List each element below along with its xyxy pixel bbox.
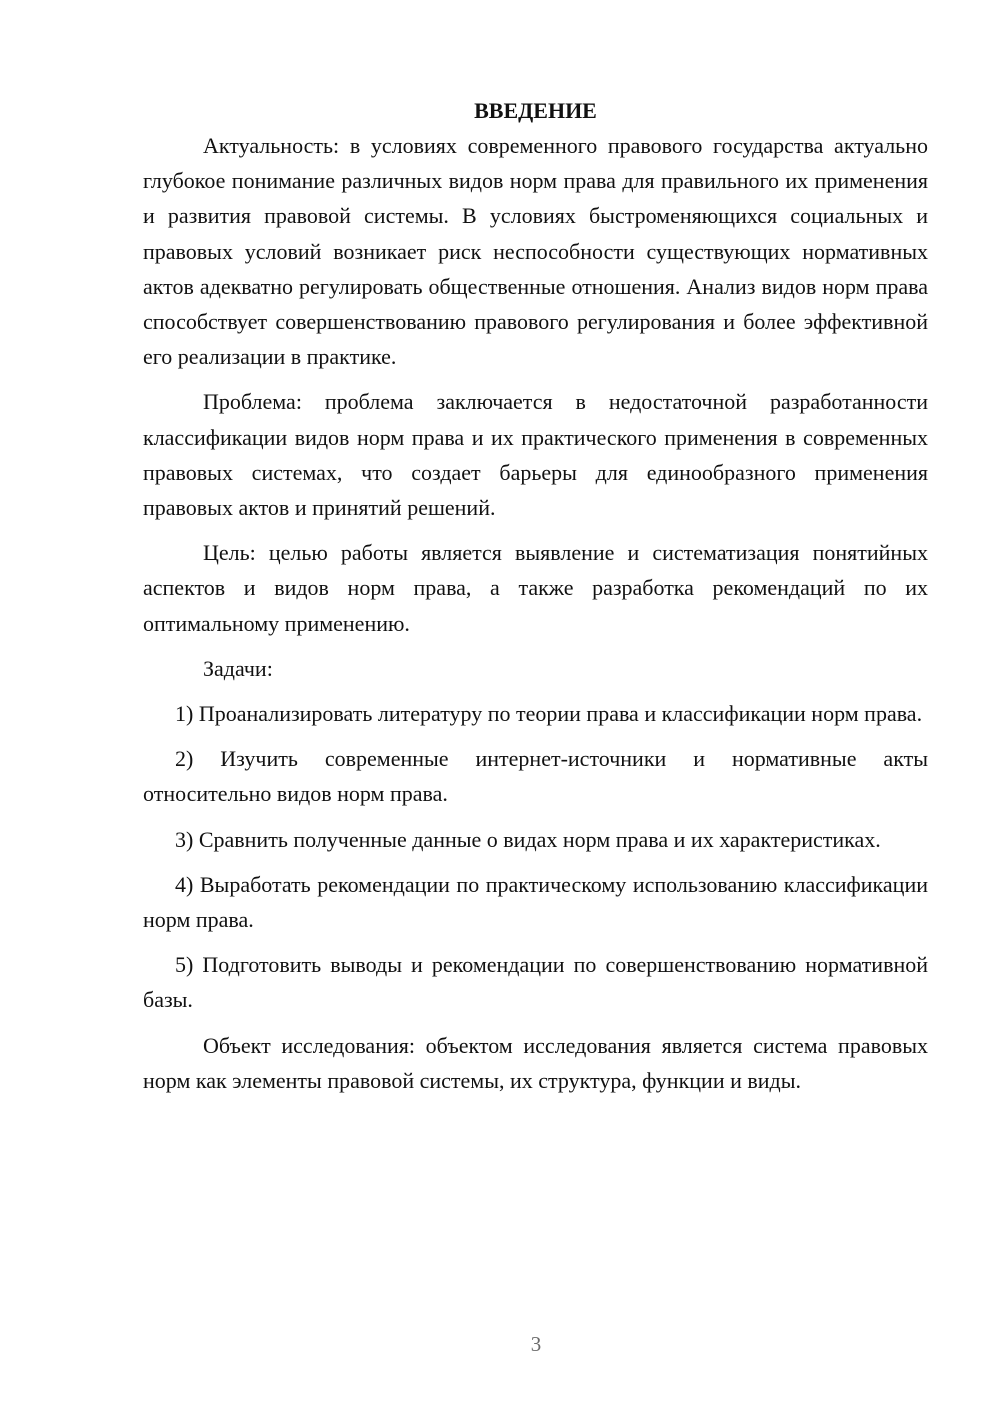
section-title: ВВЕДЕНИЕ — [474, 98, 597, 123]
task-item-5: 5) Подготовить выводы и рекомендации по совершенствованию нормативной базы. — [143, 952, 928, 1013]
task-item-1: 1) Проанализировать литературу по теории права и классификации норм права. — [175, 701, 923, 727]
page-number: 3 — [530, 1332, 542, 1356]
paragraph-goal: Цель: целью работы является выявление и систематизация понятийных аспектов и видов норм права, а также разработка рекомендаций по их оптимальному применению. — [143, 540, 928, 636]
paragraph-problem: Проблема: проблема заключается в недостаточной разработанности классификации видов норм права и их практического применения в современных правовых системах, что создает барьеры для единообразного применения правовых актов и принятий решений. — [143, 389, 928, 521]
task-item-2: 2) Изучить современные интернет-источники и нормативные акты относительно видов норм права. — [143, 746, 928, 807]
task-item-4: 4) Выработать рекомендации по практическому использованию классификации норм права. — [143, 871, 928, 933]
page-content — [143, 93, 928, 1108]
tasks-heading: Задачи: — [203, 655, 273, 681]
paragraph-object: Объект исследования: объектом исследования является система правовых норм как элементы правовой системы, их структура, функции и виды. — [143, 1032, 928, 1093]
paragraph-relevance: Актуальность: в условиях современного правового государства актуально глубокое понимание различных видов норм права для правильного их применения и развития правовой системы. В условиях быстроменяющихся социальных и правовых условий возникает риск неспособности существующих нормативных актов адекватно регулировать общественные отношения. Анализ видов норм права способствует совершенствованию правового регулирования и более эффективной его реализации в практике. — [143, 133, 928, 370]
task-item-3: 3) Сравнить полученные данные о видах норм права и их характеристиках. — [175, 826, 881, 852]
